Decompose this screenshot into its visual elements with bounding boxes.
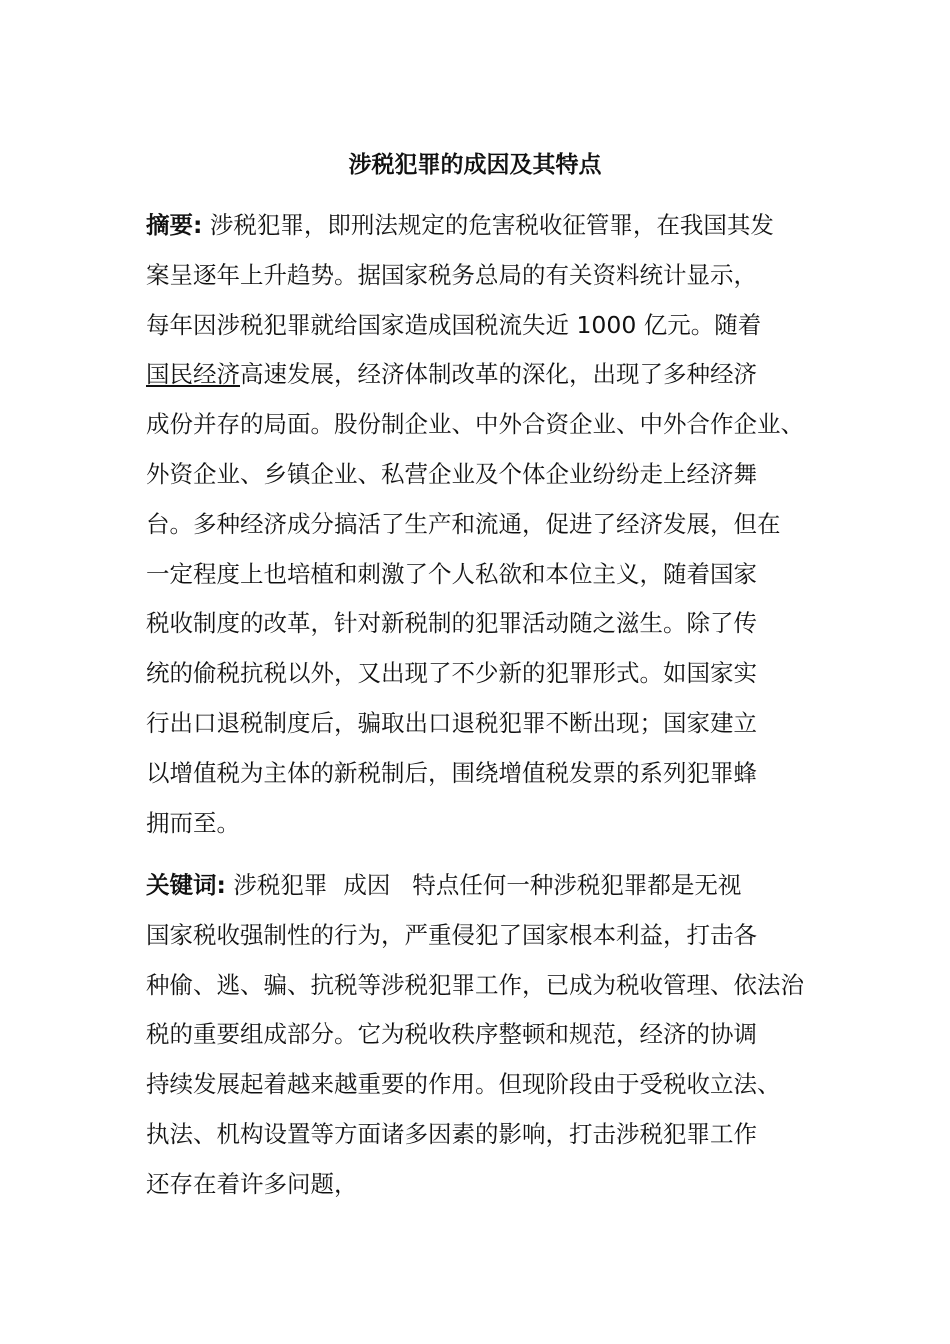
body-line: 税的重要组成部分。它为税收秩序整顿和规范，经济的协调: [146, 1020, 757, 1049]
body-line: 执法、机构设置等方面诸多因素的影响，打击涉税犯罪工作: [146, 1119, 757, 1148]
keywords-paragraph: [146, 870, 816, 1219]
keyword-item: 成因: [343, 871, 391, 899]
abstract-line: 每年因涉税犯罪就给国家造成国税流失近 1000 亿元。随着: [146, 310, 762, 339]
body-line: 种偷、逃、骗、抗税等涉税犯罪工作，已成为税收管理、依法治: [146, 970, 804, 999]
abstract-label: 摘要:: [146, 211, 203, 239]
keywords-line: 关键词: 涉税犯罪 成因 特点任何一种涉税犯罪都是无视: [146, 871, 742, 899]
abstract-line: 以增值税为主体的新税制后，围绕增值税发票的系列犯罪蜂: [146, 758, 757, 787]
abstract-line: 摘要: 涉税犯罪，即刑法规定的危害税收征管罪，在我国其发: [146, 211, 774, 239]
keyword-item: 涉税犯罪: [233, 871, 328, 899]
abstract-line: 税收制度的改革，针对新税制的犯罪活动随之滋生。除了传: [146, 609, 757, 638]
body-line: 还存在着许多问题，: [146, 1169, 358, 1198]
abstract-line: 统的偷税抗税以外，又出现了不少新的犯罪形式。如国家实: [146, 659, 757, 688]
keywords-label: 关键词:: [146, 871, 226, 899]
abstract-line: 一定程度上也培植和刺激了个人私欲和本位主义，随着国家: [146, 559, 757, 588]
abstract-line: 外资企业、乡镇企业、私营企业及个体企业纷纷走上经济舞: [146, 459, 757, 488]
abstract-line: 成份并存的局面。股份制企业、中外合资企业、中外合作企业、: [146, 410, 804, 439]
national-economy-link[interactable]: 国民经济: [146, 360, 240, 389]
abstract-line: 案呈逐年上升趋势。据国家税务总局的有关资料统计显示，: [146, 260, 757, 289]
keyword-item: 特点: [412, 871, 460, 899]
body-line: 持续发展起着越来越重要的作用。但现阶段由于受税收立法、: [146, 1070, 781, 1099]
abstract-line: 拥而至。: [146, 808, 240, 837]
abstract-line: 行出口退税制度后，骗取出口退税犯罪不断出现；国家建立: [146, 708, 757, 737]
abstract-paragraph: [146, 210, 816, 857]
abstract-line: 国民经济高速发展，经济体制改革的深化，出现了多种经济: [146, 360, 757, 389]
document-title: 涉税犯罪的成因及其特点: [348, 152, 602, 178]
body-line: 国家税收强制性的行为，严重侵犯了国家根本利益，打击各: [146, 920, 757, 949]
abstract-line: 台。多种经济成分搞活了生产和流通，促进了经济发展，但在: [146, 509, 781, 538]
